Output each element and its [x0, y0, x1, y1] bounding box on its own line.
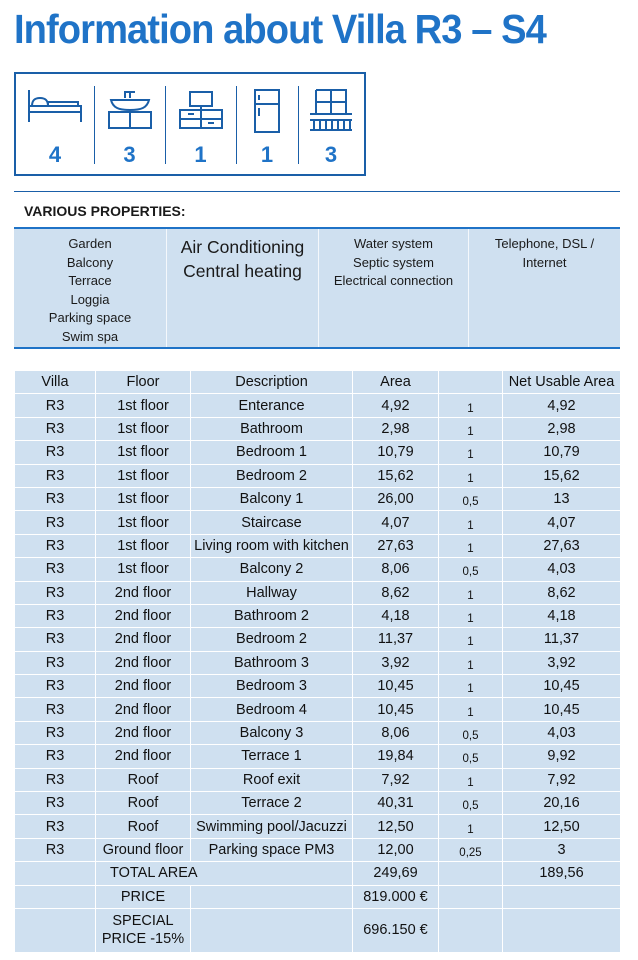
- total-area-row: [15, 862, 621, 885]
- column-header: Net Usable Area: [503, 371, 621, 394]
- special-price-row: [15, 908, 621, 952]
- property-item: Septic system: [353, 254, 434, 270]
- property-item: Swim spa: [61, 328, 119, 344]
- special-price-label-line: SPECIAL: [112, 913, 174, 930]
- table-row: [15, 417, 621, 440]
- description-cell: Bathroom 2: [191, 604, 353, 627]
- property-item: Air Conditioning: [180, 237, 305, 257]
- communications-column: [468, 229, 620, 347]
- total-area-value: 249,69: [353, 862, 439, 885]
- floor-cell: 1st floor: [96, 487, 191, 510]
- empty-cell: [15, 862, 96, 885]
- balcony-icon-cell: [298, 74, 364, 174]
- floor-cell: 1st floor: [96, 441, 191, 464]
- table-row: [15, 768, 621, 791]
- sink-icon-cell: [94, 74, 165, 174]
- empty-cell: [439, 908, 503, 952]
- area-cell: 40,31: [353, 792, 439, 815]
- coefficient-cell: 1: [439, 698, 503, 721]
- outdoor-features-column: [14, 229, 166, 347]
- description-cell: Swimming pool/Jacuzzi: [191, 815, 353, 838]
- villa-cell: R3: [15, 838, 96, 861]
- area-table: [14, 370, 621, 953]
- net-area-cell: 10,45: [503, 698, 621, 721]
- villa-cell: R3: [15, 394, 96, 417]
- area-cell: 26,00: [353, 487, 439, 510]
- table-header-row: [15, 371, 621, 394]
- column-header: Floor: [96, 371, 191, 394]
- description-cell: Balcony 2: [191, 558, 353, 581]
- villa-cell: R3: [15, 745, 96, 768]
- net-area-cell: 10,45: [503, 675, 621, 698]
- special-price-label: [96, 908, 191, 952]
- floor-cell: 2nd floor: [96, 604, 191, 627]
- floor-cell: 1st floor: [96, 534, 191, 557]
- floor-cell: Roof: [96, 768, 191, 791]
- villa-cell: R3: [15, 441, 96, 464]
- sink-icon: [105, 88, 155, 130]
- area-cell: 10,79: [353, 441, 439, 464]
- villa-cell: R3: [15, 792, 96, 815]
- area-cell: 12,00: [353, 838, 439, 861]
- total-area-label: TOTAL AREA: [96, 862, 353, 885]
- net-area-cell: 20,16: [503, 792, 621, 815]
- coefficient-cell: 0,5: [439, 745, 503, 768]
- price-row: [15, 885, 621, 908]
- balcony-icon: [306, 88, 356, 136]
- villa-cell: R3: [15, 558, 96, 581]
- coefficient-cell: 1: [439, 675, 503, 698]
- description-cell: Living room with kitchen: [191, 534, 353, 557]
- area-cell: 10,45: [353, 675, 439, 698]
- table-row: [15, 558, 621, 581]
- room-icons-panel: [14, 72, 366, 176]
- empty-cell: [191, 908, 353, 952]
- net-area-cell: 3: [503, 838, 621, 861]
- property-item: Balcony: [66, 254, 114, 270]
- table-row: [15, 745, 621, 768]
- property-item: Central heating: [183, 261, 302, 281]
- table-row: [15, 394, 621, 417]
- property-item: Telephone, DSL /: [494, 236, 595, 251]
- table-row: [15, 464, 621, 487]
- column-header: Villa: [15, 371, 96, 394]
- empty-cell: [191, 885, 353, 908]
- floor-cell: 1st floor: [96, 417, 191, 440]
- description-cell: Terrace 2: [191, 792, 353, 815]
- villa-cell: R3: [15, 721, 96, 744]
- table-row: [15, 511, 621, 534]
- tv-cabinet-icon: [176, 88, 226, 130]
- description-cell: Bedroom 4: [191, 698, 353, 721]
- area-cell: 19,84: [353, 745, 439, 768]
- table-row: [15, 487, 621, 510]
- floor-cell: 2nd floor: [96, 745, 191, 768]
- price-label: PRICE: [96, 885, 191, 908]
- description-cell: Enterance: [191, 394, 353, 417]
- description-cell: Hallway: [191, 581, 353, 604]
- special-price-label-line: PRICE -15%: [101, 931, 185, 948]
- coefficient-cell: 1: [439, 441, 503, 464]
- area-cell: 8,62: [353, 581, 439, 604]
- floor-cell: Roof: [96, 792, 191, 815]
- floor-cell: 1st floor: [96, 394, 191, 417]
- coefficient-cell: 1: [439, 581, 503, 604]
- various-properties-heading: VARIOUS PROPERTIES:: [24, 203, 186, 219]
- coefficient-cell: 0,25: [439, 838, 503, 861]
- table-row: [15, 838, 621, 861]
- tv-cabinet-count: 1: [194, 142, 207, 167]
- villa-cell: R3: [15, 815, 96, 838]
- floor-cell: Roof: [96, 815, 191, 838]
- coefficient-cell: 0,5: [439, 792, 503, 815]
- description-cell: Bedroom 1: [191, 441, 353, 464]
- table-row: [15, 675, 621, 698]
- floor-cell: 2nd floor: [96, 581, 191, 604]
- column-header: Area: [353, 371, 439, 394]
- empty-cell: [503, 885, 621, 908]
- description-cell: Parking space PM3: [191, 838, 353, 861]
- balcony-count: 3: [324, 142, 338, 167]
- floor-cell: 1st floor: [96, 464, 191, 487]
- coefficient-cell: 1: [439, 511, 503, 534]
- sink-count: 3: [123, 142, 136, 167]
- area-cell: 3,92: [353, 651, 439, 674]
- net-area-cell: 4,92: [503, 394, 621, 417]
- villa-cell: R3: [15, 581, 96, 604]
- net-area-cell: 4,03: [503, 558, 621, 581]
- description-cell: Bedroom 3: [191, 675, 353, 698]
- area-cell: 11,37: [353, 628, 439, 651]
- table-row: [15, 792, 621, 815]
- table-row: [15, 534, 621, 557]
- villa-cell: R3: [15, 675, 96, 698]
- villa-cell: R3: [15, 768, 96, 791]
- table-row: [15, 721, 621, 744]
- property-item: Internet: [522, 254, 567, 270]
- tv-cabinet-icon-cell: [165, 74, 236, 174]
- coefficient-cell: 1: [439, 394, 503, 417]
- villa-cell: R3: [15, 487, 96, 510]
- coefficient-cell: 1: [439, 417, 503, 440]
- description-cell: Bedroom 2: [191, 464, 353, 487]
- floor-cell: 2nd floor: [96, 675, 191, 698]
- floor-cell: 1st floor: [96, 511, 191, 534]
- coefficient-cell: 0,5: [439, 721, 503, 744]
- column-header: [439, 371, 503, 394]
- net-area-cell: 13: [503, 487, 621, 510]
- net-area-cell: 4,07: [503, 511, 621, 534]
- empty-cell: [15, 885, 96, 908]
- property-item: Parking space: [48, 310, 132, 325]
- villa-cell: R3: [15, 628, 96, 651]
- area-cell: 15,62: [353, 464, 439, 487]
- property-item: Electrical connection: [333, 273, 454, 288]
- empty-cell: [503, 908, 621, 952]
- table-row: [15, 628, 621, 651]
- floor-cell: 2nd floor: [96, 628, 191, 651]
- page-title: Information about Villa R3 – S4: [14, 6, 546, 52]
- fridge-count: 1: [260, 142, 274, 167]
- empty-cell: [15, 908, 96, 952]
- villa-cell: R3: [15, 604, 96, 627]
- villa-cell: R3: [15, 651, 96, 674]
- various-properties-panel: [14, 227, 620, 349]
- area-cell: 7,92: [353, 768, 439, 791]
- coefficient-cell: 1: [439, 464, 503, 487]
- total-net-area-value: 189,56: [503, 862, 621, 885]
- column-header: Description: [191, 371, 353, 394]
- net-area-cell: 15,62: [503, 464, 621, 487]
- area-cell: 10,45: [353, 698, 439, 721]
- table-row: [15, 441, 621, 464]
- villa-cell: R3: [15, 511, 96, 534]
- price-value: 819.000 €: [353, 885, 439, 908]
- net-area-cell: 4,03: [503, 721, 621, 744]
- table-row: [15, 604, 621, 627]
- table-row: [15, 651, 621, 674]
- utilities-column: [318, 229, 468, 347]
- floor-cell: 2nd floor: [96, 651, 191, 674]
- floor-cell: Ground floor: [96, 838, 191, 861]
- coefficient-cell: 1: [439, 768, 503, 791]
- property-item: Terrace: [68, 273, 112, 288]
- description-cell: Balcony 3: [191, 721, 353, 744]
- bed-count: 4: [48, 142, 62, 167]
- coefficient-cell: 1: [439, 651, 503, 674]
- coefficient-cell: 0,5: [439, 558, 503, 581]
- empty-cell: [439, 885, 503, 908]
- net-area-cell: 8,62: [503, 581, 621, 604]
- property-item: Loggia: [70, 291, 110, 307]
- coefficient-cell: 0,5: [439, 487, 503, 510]
- description-cell: Staircase: [191, 511, 353, 534]
- area-cell: 4,18: [353, 604, 439, 627]
- description-cell: Roof exit: [191, 768, 353, 791]
- special-price-value: 696.150 €: [353, 908, 439, 952]
- net-area-cell: 4,18: [503, 604, 621, 627]
- floor-cell: 2nd floor: [96, 721, 191, 744]
- table-row: [15, 581, 621, 604]
- fridge-icon: [249, 88, 285, 134]
- area-cell: 8,06: [353, 558, 439, 581]
- floor-cell: 1st floor: [96, 558, 191, 581]
- description-cell: Bathroom 3: [191, 651, 353, 674]
- coefficient-cell: 1: [439, 815, 503, 838]
- area-cell: 4,07: [353, 511, 439, 534]
- bed-icon: [26, 88, 84, 124]
- net-area-cell: 9,92: [503, 745, 621, 768]
- net-area-cell: 11,37: [503, 628, 621, 651]
- area-cell: 27,63: [353, 534, 439, 557]
- villa-cell: R3: [15, 698, 96, 721]
- section-rule: [14, 191, 620, 192]
- area-cell: 2,98: [353, 417, 439, 440]
- net-area-cell: 27,63: [503, 534, 621, 557]
- villa-cell: R3: [15, 417, 96, 440]
- climate-features-column: [166, 229, 318, 347]
- description-cell: Bedroom 2: [191, 628, 353, 651]
- table-row: [15, 698, 621, 721]
- villa-cell: R3: [15, 464, 96, 487]
- net-area-cell: 12,50: [503, 815, 621, 838]
- area-cell: 4,92: [353, 394, 439, 417]
- coefficient-cell: 1: [439, 534, 503, 557]
- description-cell: Balcony 1: [191, 487, 353, 510]
- net-area-cell: 2,98: [503, 417, 621, 440]
- net-area-cell: 10,79: [503, 441, 621, 464]
- fridge-icon-cell: [236, 74, 298, 174]
- area-cell: 12,50: [353, 815, 439, 838]
- table-row: [15, 815, 621, 838]
- property-item: Garden: [68, 236, 112, 251]
- coefficient-cell: 1: [439, 628, 503, 651]
- property-item: Water system: [354, 236, 433, 251]
- description-cell: Terrace 1: [191, 745, 353, 768]
- description-cell: Bathroom: [191, 417, 353, 440]
- bed-icon-cell: [16, 74, 94, 174]
- area-cell: 8,06: [353, 721, 439, 744]
- floor-cell: 2nd floor: [96, 698, 191, 721]
- net-area-cell: 7,92: [503, 768, 621, 791]
- coefficient-cell: 1: [439, 604, 503, 627]
- empty-cell: [439, 862, 503, 885]
- net-area-cell: 3,92: [503, 651, 621, 674]
- villa-cell: R3: [15, 534, 96, 557]
